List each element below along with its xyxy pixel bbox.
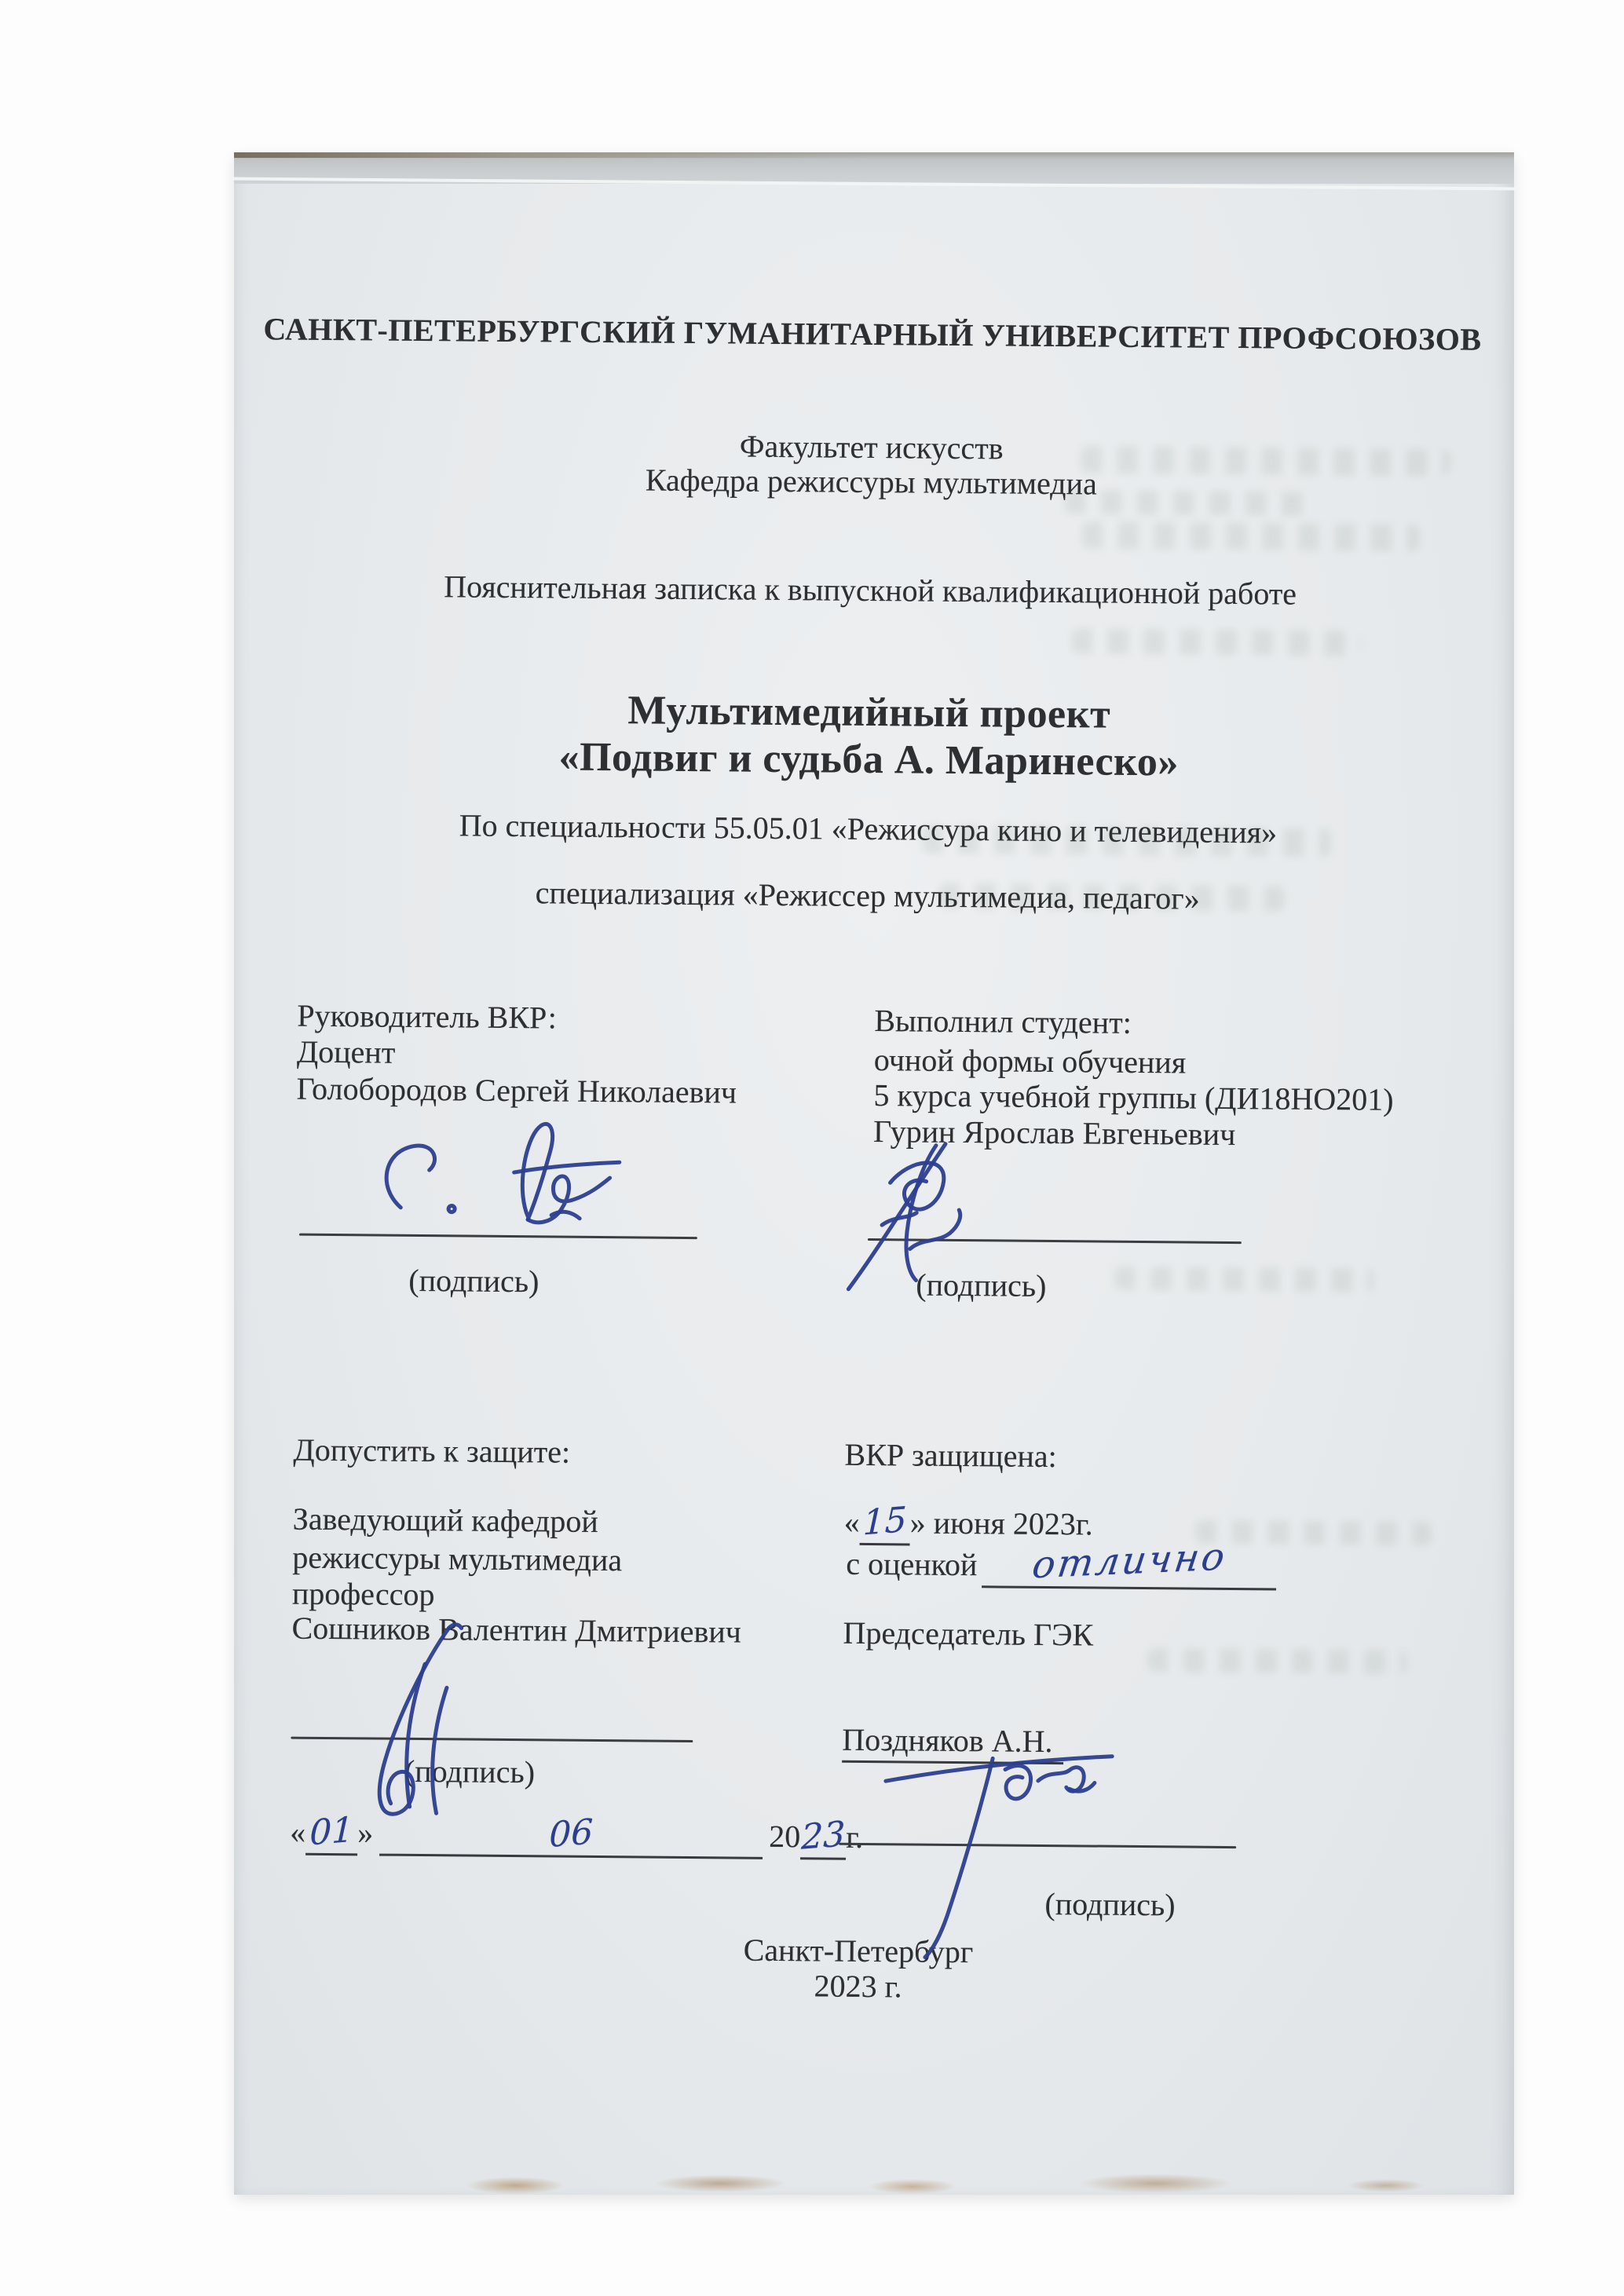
supervisor-label: Руководитель ВКР:	[297, 997, 558, 1036]
supervisor-signature	[360, 1114, 659, 1250]
admission-date-close: »	[357, 1815, 374, 1851]
defense-date-day-handwritten: 15	[862, 1499, 908, 1544]
page-content	[216, 147, 1514, 2200]
chair-label: Председатель ГЭК	[843, 1614, 1094, 1653]
chair-name-text: Поздняков А.Н.	[842, 1722, 1064, 1764]
admission-signature	[331, 1621, 497, 1826]
work-title-line2: «Подвиг и судьба А. Маринеско»	[558, 734, 1180, 785]
city-line: Санкт-Петербург	[743, 1932, 974, 1970]
student-study-form: очной формы обучения	[873, 1042, 1187, 1080]
admission-signer-name: Сошников Валентин Дмитриевич	[291, 1610, 742, 1650]
admission-position-line1: Заведующий кафедрой	[292, 1501, 598, 1540]
specialization-line: специализация «Режиссер мультимедиа, педагог»	[535, 875, 1200, 916]
defense-date-open: «	[843, 1504, 860, 1540]
chair-signature-caption: (подпись)	[1044, 1885, 1176, 1923]
defense-label: ВКР защищена:	[844, 1436, 1057, 1475]
bleed-through-smudge	[1082, 521, 1420, 551]
admission-date-open: «	[290, 1814, 306, 1850]
admission-position-line2: режиссуры мультимедиа	[292, 1539, 623, 1578]
admission-position-line3: профессор	[291, 1575, 435, 1613]
bleed-through-smudge	[1196, 1520, 1432, 1546]
defense-date-rest: » июня 2023г.	[909, 1504, 1093, 1542]
grade-handwritten: отлично	[1030, 1534, 1230, 1588]
year-line: 2023 г.	[814, 1968, 902, 2005]
student-group: 5 курса учебной группы (ДИ18НО201)	[873, 1077, 1394, 1117]
student-label: Выполнил студент:	[874, 1003, 1132, 1040]
grade-slot	[982, 1534, 1276, 1590]
specialty-line: По специальности 55.05.01 «Режиссура кино и телевидения»	[459, 807, 1278, 850]
admission-date-day-handwritten: 01	[309, 1809, 354, 1854]
admission-signature-caption: (подпись)	[404, 1753, 536, 1790]
supervisor-position: Доцент	[296, 1033, 396, 1070]
supervisor-signature-caption: (подпись)	[408, 1262, 540, 1300]
admission-date-year-slot	[800, 1814, 846, 1860]
admission-date-year-prefix: 20	[769, 1818, 801, 1855]
page-bottom-edge	[234, 2174, 1514, 2195]
student-signature	[834, 1131, 1028, 1297]
grade-label: с оценкой	[846, 1545, 978, 1583]
admission-date-suffix: г.	[846, 1819, 864, 1855]
supervisor-name: Голобородов Сергей Николаевич	[296, 1070, 737, 1110]
department-name: Кафедра режиссуры мультимедиа	[645, 462, 1098, 502]
work-title-line1: Мультимедийный проект	[627, 688, 1111, 737]
defense-date-line	[843, 1499, 1093, 1548]
admission-label: Допустить к защите:	[293, 1431, 571, 1470]
student-name: Гурин Ярослав Евгеньевич	[872, 1113, 1236, 1153]
admission-date-month-handwritten: 06	[548, 1812, 594, 1856]
document-type: Пояснительная записка к выпускной квалификационной работе	[444, 569, 1297, 612]
admission-date-year-handwritten: 23	[800, 1814, 846, 1858]
chair-signature	[872, 1720, 1125, 1961]
student-signature-caption: (подпись)	[916, 1267, 1047, 1303]
grade-line	[846, 1534, 1277, 1591]
faculty-name: Факультет искусств	[739, 428, 1004, 466]
university-name: САНКТ-ПЕТЕРБУРГСКИЙ ГУМАНИТАРНЫЙ УНИВЕРСИТЕТ ПРОФСОЮЗОВ	[263, 311, 1482, 357]
bleed-through-smudge	[1114, 1267, 1373, 1292]
document-page	[234, 152, 1514, 2195]
bleed-through-smudge	[1147, 1648, 1406, 1674]
bleed-through-smudge	[1071, 628, 1362, 656]
defense-date-day-slot	[860, 1499, 910, 1546]
